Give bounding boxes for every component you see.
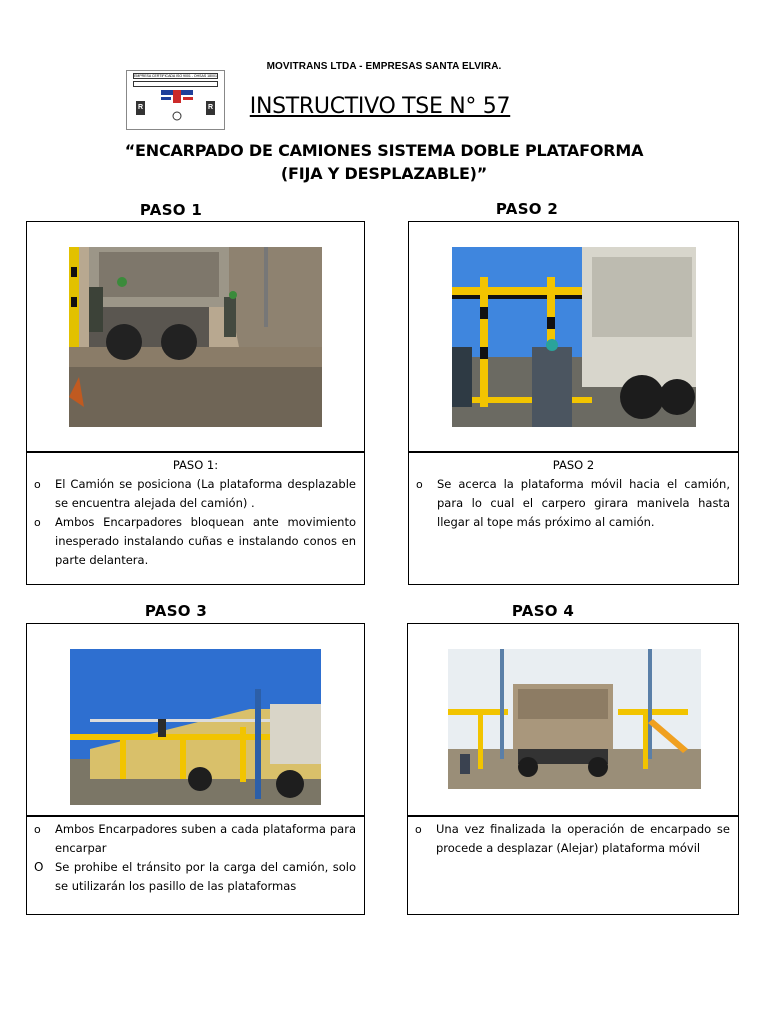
step-1-heading: PASO 1 <box>139 201 203 219</box>
step-1-photo <box>69 247 322 427</box>
step-3-photo-frame <box>26 623 365 816</box>
subtitle-line-2: (FIJA Y DESPLAZABLE)” <box>280 164 488 183</box>
logo-registered-mark-left: R <box>136 101 145 115</box>
step-4-photo <box>448 649 701 789</box>
step-2-description-title: PASO 2 <box>552 458 595 472</box>
step-1-bullet-list <box>55 475 356 570</box>
company-name: MOVITRANS LTDA - EMPRESAS SANTA ELVIRA. <box>266 61 502 72</box>
step-3-heading: PASO 3 <box>144 602 208 620</box>
document-subtitle <box>100 139 668 185</box>
step-2-heading: PASO 2 <box>495 200 559 218</box>
step-2-bullet-1: o Se acerca la plataforma móvil hacia el camión, para lo cual el carpero girara manivela hasta llegar al tope más próximo al camión. <box>437 475 730 532</box>
step-2-photo <box>452 247 696 427</box>
step-4-bullet-list <box>436 820 730 858</box>
step-2-photo-frame <box>408 221 739 452</box>
document-title: INSTRUCTIVO TSE N° 57 <box>249 94 511 119</box>
logo-emblem-icon <box>159 88 195 108</box>
step-4-bullet-1: o Una vez finalizada la operación de encarpado se procede a desplazar (Alejar) plataforma móvil <box>436 820 730 858</box>
company-logo <box>126 70 225 130</box>
step-4-description <box>407 816 739 915</box>
step-1-photo-frame <box>26 221 365 452</box>
step-3-photo <box>70 649 321 805</box>
step-4-heading: PASO 4 <box>511 602 575 620</box>
step-3-description <box>26 816 365 915</box>
step-3-bullet-2: O Se prohibe el tránsito por la carga del camión, solo se utilizarán los pasillo de las plataformas <box>55 858 356 896</box>
step-3-bullet-list <box>55 820 356 896</box>
subtitle-line-1: “ENCARPADO DE CAMIONES SISTEMA DOBLE PLATAFORMA <box>124 141 644 160</box>
step-1-bullet-1: o El Camión se posiciona (La plataforma desplazable se encuentra alejada del camión) . <box>55 475 356 513</box>
step-2-bullet-list <box>437 475 730 532</box>
step-4-photo-frame <box>407 623 739 816</box>
logo-registered-mark-right: R <box>206 101 215 115</box>
logo-certification-subtext <box>133 81 218 87</box>
step-2-description <box>408 452 739 585</box>
logo-seal-icon <box>171 111 183 121</box>
logo-certification-text: EMPRESA CERTIFICADA ISO 9001 - OHSAS 18001 <box>134 74 217 78</box>
step-1-bullet-2: o Ambos Encarpadores bloquean ante movimiento inesperado instalando cuñas e instalando conos en parte delantera. <box>55 513 356 570</box>
step-1-description-title: PASO 1: <box>172 458 219 472</box>
step-1-description <box>26 452 365 585</box>
step-3-bullet-1: o Ambos Encarpadores suben a cada plataforma para encarpar <box>55 820 356 858</box>
